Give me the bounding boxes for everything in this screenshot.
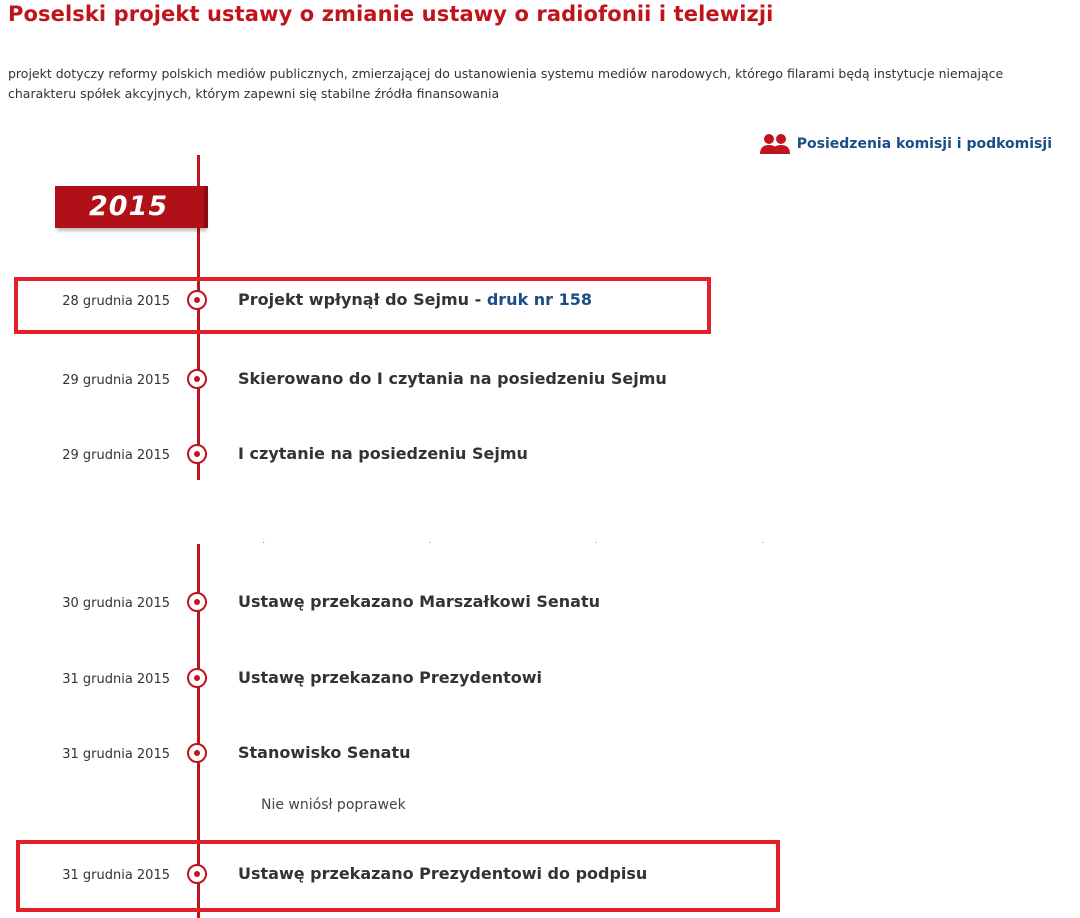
event-label: Ustawę przekazano Prezydentowi <box>238 668 542 687</box>
highlight-box <box>14 277 711 334</box>
timeline-marker-icon <box>187 369 207 389</box>
page-title: Poselski projekt ustawy o zmianie ustawy o radiofonii i telewizji <box>8 2 774 26</box>
event-label: Ustawę przekazano Prezydentowi do podpisu <box>238 864 648 883</box>
event-label: I czytanie na posiedzeniu Sejmu <box>238 444 528 463</box>
event-date: 29 grudnia 2015 <box>62 373 170 388</box>
people-icon <box>759 133 791 155</box>
timeline-event <box>0 441 1080 471</box>
event-date: 31 grudnia 2015 <box>62 672 170 687</box>
timeline-event <box>0 665 1080 695</box>
event-date: 30 grudnia 2015 <box>62 596 170 611</box>
timeline-marker-icon <box>187 444 207 464</box>
timeline-event <box>0 589 1080 619</box>
timeline-marker-icon <box>187 592 207 612</box>
scroll-gap-dots: · · · · <box>262 538 845 549</box>
year-badge: 2015 <box>55 186 205 228</box>
committee-meetings-label: Posiedzenia komisji i podkomisji <box>796 136 1052 152</box>
event-label: Ustawę przekazano Marszałkowi Senatu <box>238 592 600 611</box>
page-description: projekt dotyczy reformy polskich mediów publicznych, zmierzającej do ustanowienia systemu mediów narodowych, którego filarami będą instytucje niemające charakteru spółek akcyjnych, którym zapewni się stabilne źródła finansowania <box>8 66 1004 101</box>
timeline-marker-icon <box>187 743 207 763</box>
timeline-event <box>0 740 1080 770</box>
timeline-marker-icon <box>187 668 207 688</box>
committee-meetings-link[interactable] <box>759 133 1052 155</box>
timeline-event <box>0 366 1080 396</box>
event-date: 29 grudnia 2015 <box>62 448 170 463</box>
druk-link[interactable]: druk nr 158 <box>486 290 593 309</box>
event-date: 31 grudnia 2015 <box>62 868 170 883</box>
event-note: Nie wniósł poprawek <box>261 797 406 813</box>
event-label-text: Projekt wpłynął do Sejmu - <box>238 290 487 309</box>
event-date: 31 grudnia 2015 <box>62 747 170 762</box>
event-date: 28 grudnia 2015 <box>62 294 170 309</box>
highlight-box <box>16 840 780 912</box>
event-label: Stanowisko Senatu <box>238 743 411 762</box>
event-label: Skierowano do I czytania na posiedzeniu Sejmu <box>238 369 667 388</box>
